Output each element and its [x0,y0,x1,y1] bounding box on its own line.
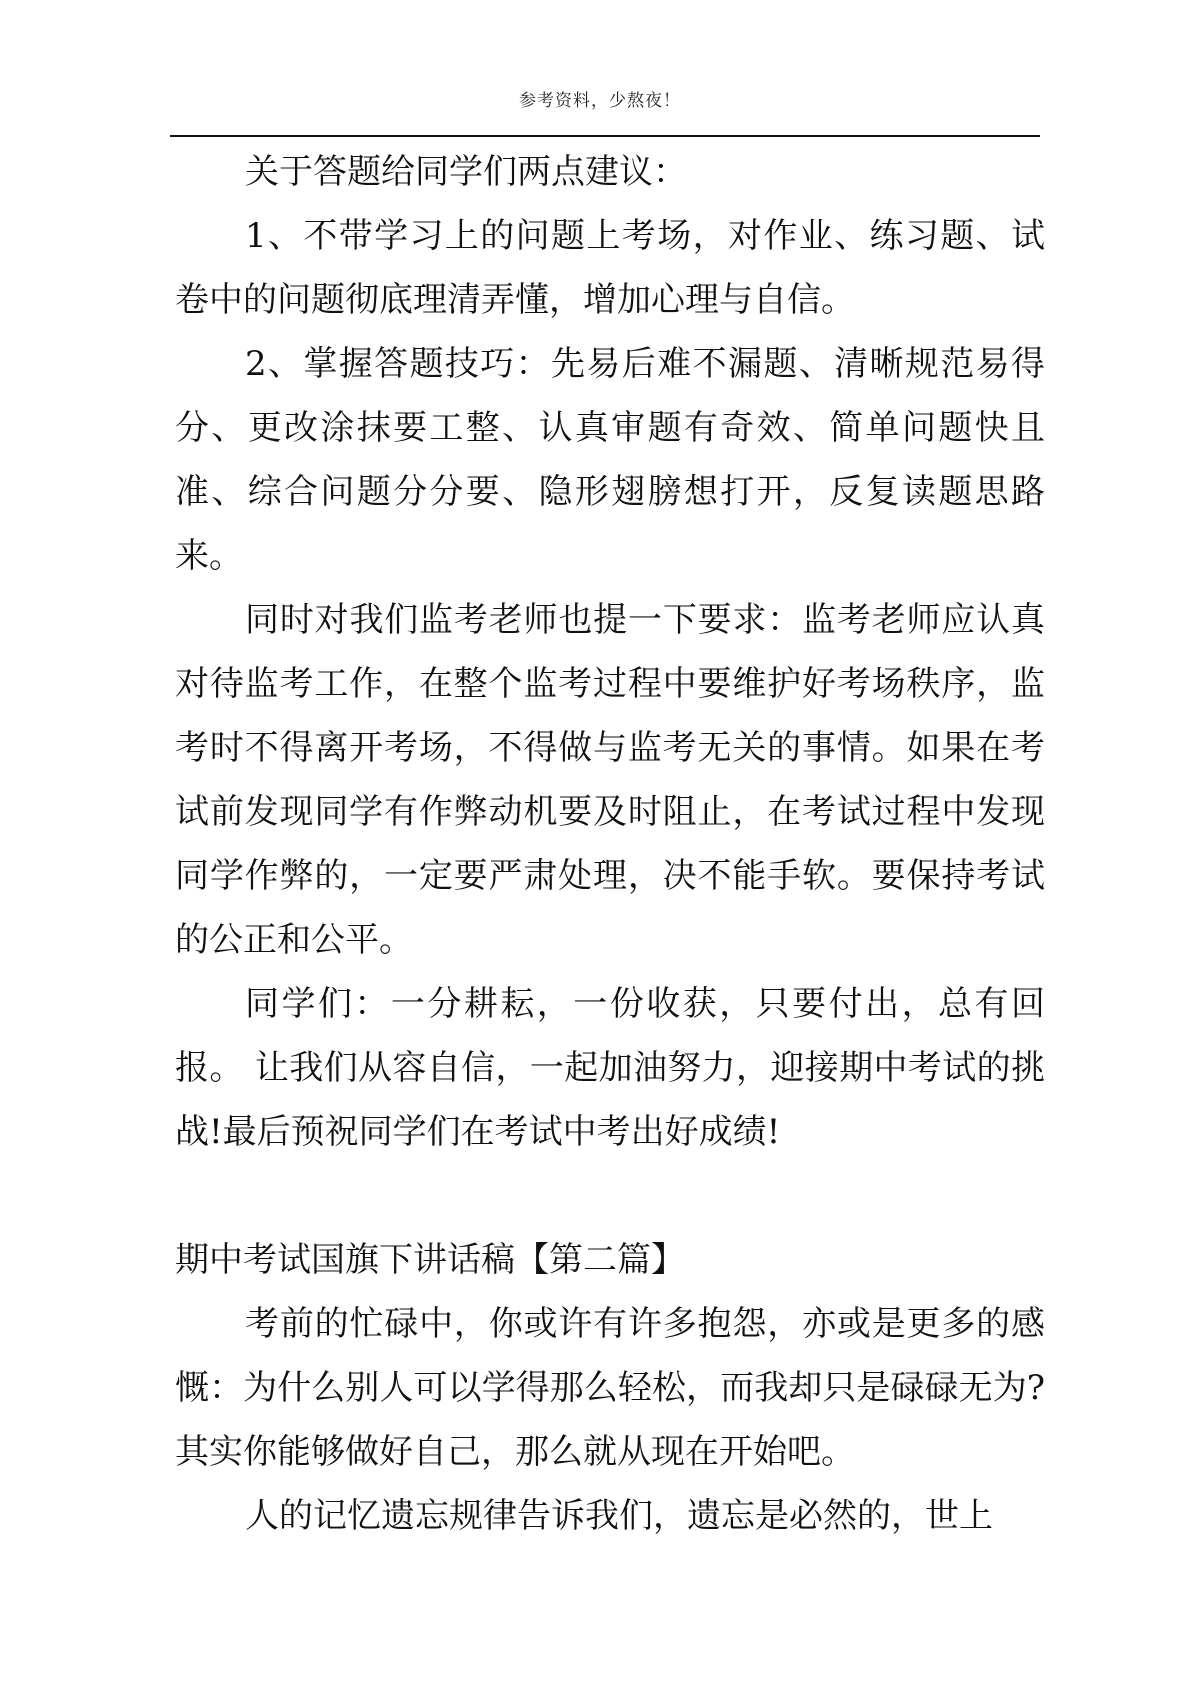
header-note: 参考资料，少熬夜！ [519,91,681,111]
paragraph-suggestion-2: 2、掌握答题技巧：先易后难不漏题、清晰规范易得分、更改涂抹要工整、认真审题有奇效、简单问题快且准、综合问题分分要、隐形翅膀想打开，反复读题思路来。 [175,344,1045,576]
paragraph-proctor-requirements: 同时对我们监考老师也提一下要求：监考老师应认真对待监考工作，在整个监考过程中要维护好考场秩序，监考时不得离开考场，不得做与监考无关的事情。如果在考试前发现同学有作弊动机要及时阻止，在考试过程中发现同学作弊的，一定要严肃处理，决不能手软。要保持考试的公正和公平。 [175,600,1045,960]
paragraph-closing: 同学们：一分耕耘，一份收获，只要付出，总有回报。 让我们从容自信，一起加油努力，迎接期中考试的挑战!最后预祝同学们在考试中考出好成绩! [175,984,1045,1152]
document-body [175,140,1045,1548]
section-title: 期中考试国旗下讲话稿【第二篇】 [175,1240,685,1280]
paragraph-second-speech-2: 人的记忆遗忘规律告诉我们，遗忘是必然的，世上 [245,1496,993,1536]
paragraph-second-speech-1: 考前的忙碌中，你或许有许多抱怨，亦或是更多的感慨：为什么别人可以学得那么轻松，而我却只是碌碌无为?其实你能够做好自己，那么就从现在开始吧。 [175,1304,1045,1472]
paragraph-intro: 关于答题给同学们两点建议： [245,152,687,192]
header-divider [170,135,1040,137]
paragraph-suggestion-1: 1、不带学习上的问题上考场，对作业、练习题、试卷中的问题彻底理清弄懂，增加心理与自信。 [175,216,1045,320]
